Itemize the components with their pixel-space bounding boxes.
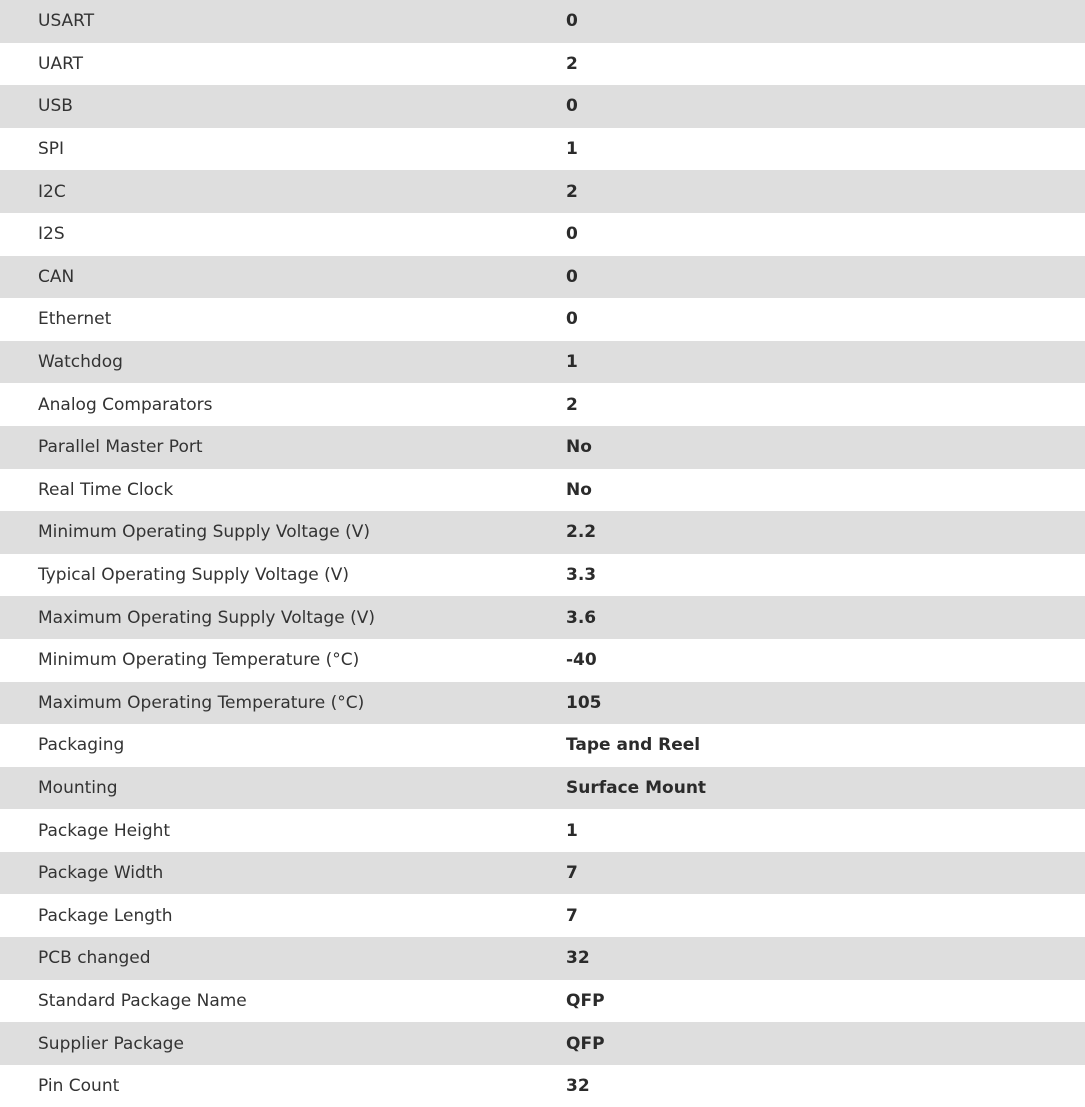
spec-label: USB (38, 96, 73, 117)
spec-value: 7 (566, 863, 578, 884)
spec-row-max-supply-voltage (0, 596, 1085, 639)
spec-row-package-height (0, 809, 1085, 852)
spec-row-uart (0, 43, 1085, 86)
spec-value: 0 (566, 224, 578, 245)
spec-row-standard-package-name (0, 980, 1085, 1023)
spec-row-packaging (0, 724, 1085, 767)
spec-label: Analog Comparators (38, 394, 213, 415)
spec-value: 105 (566, 692, 602, 713)
spec-value: Surface Mount (566, 777, 707, 798)
spec-row-i2c (0, 170, 1085, 213)
spec-value: QFP (566, 1033, 605, 1054)
spec-row-package-width (0, 852, 1085, 895)
spec-label: Watchdog (38, 352, 123, 373)
spec-row-mounting (0, 767, 1085, 810)
spec-row-watchdog (0, 341, 1085, 384)
spec-value: QFP (566, 990, 605, 1011)
spec-label: SPI (38, 139, 65, 160)
spec-value: 0 (566, 96, 578, 117)
spec-label: Real Time Clock (38, 479, 174, 500)
spec-value: 2 (566, 394, 578, 415)
spec-label: Standard Package Name (38, 990, 247, 1011)
spec-row-supplier-package (0, 1022, 1085, 1065)
spec-label: Mounting (38, 777, 118, 798)
spec-label: Ethernet (38, 309, 112, 330)
spec-value: 32 (566, 1076, 590, 1097)
spec-value: 1 (566, 139, 578, 160)
spec-label: UART (38, 53, 84, 74)
spec-label: Parallel Master Port (38, 437, 203, 458)
spec-label: Typical Operating Supply Voltage (V) (38, 565, 349, 586)
spec-row-analog-comparators (0, 383, 1085, 426)
spec-value: 0 (566, 309, 578, 330)
spec-label: PCB changed (38, 948, 151, 969)
spec-label: CAN (38, 266, 75, 287)
spec-row-spi (0, 128, 1085, 171)
spec-row-min-operating-temp (0, 639, 1085, 682)
spec-value: 2 (566, 181, 578, 202)
spec-value: 32 (566, 948, 590, 969)
spec-value: 7 (566, 905, 578, 926)
spec-value: 1 (566, 352, 578, 373)
spec-row-ethernet (0, 298, 1085, 341)
spec-label: I2S (38, 224, 65, 245)
spec-label: USART (38, 11, 95, 32)
spec-label: Maximum Operating Supply Voltage (V) (38, 607, 375, 628)
spec-value: 1 (566, 820, 578, 841)
spec-row-parallel-master-port (0, 426, 1085, 469)
spec-value: 0 (566, 266, 578, 287)
spec-value: 2 (566, 53, 578, 74)
spec-value: No (566, 479, 592, 500)
spec-row-package-length (0, 894, 1085, 937)
spec-value: Tape and Reel (566, 735, 701, 756)
spec-row-real-time-clock (0, 469, 1085, 512)
spec-label: Packaging (38, 735, 125, 756)
spec-row-can (0, 256, 1085, 299)
spec-value: 3.3 (566, 565, 597, 586)
spec-value: 2.2 (566, 522, 597, 543)
spec-row-max-operating-temp (0, 682, 1085, 725)
spec-row-i2s (0, 213, 1085, 256)
spec-row-pin-count (0, 1065, 1085, 1107)
spec-label: Maximum Operating Temperature (°C) (38, 692, 365, 713)
spec-label: Package Width (38, 863, 164, 884)
spec-value: No (566, 437, 592, 458)
spec-row-usb (0, 85, 1085, 128)
spec-value: -40 (566, 650, 597, 671)
spec-row-typ-supply-voltage (0, 554, 1085, 597)
spec-label: Minimum Operating Supply Voltage (V) (38, 522, 370, 543)
spec-label: Supplier Package (38, 1033, 184, 1054)
spec-row-min-supply-voltage (0, 511, 1085, 554)
spec-value: 0 (566, 11, 578, 32)
spec-label: Package Length (38, 905, 173, 926)
spec-row-usart (0, 0, 1085, 43)
spec-label: Pin Count (38, 1076, 120, 1097)
spec-row-pcb-changed (0, 937, 1085, 980)
spec-label: Minimum Operating Temperature (°C) (38, 650, 360, 671)
spec-value: 3.6 (566, 607, 597, 628)
spec-label: I2C (38, 181, 66, 202)
spec-label: Package Height (38, 820, 171, 841)
